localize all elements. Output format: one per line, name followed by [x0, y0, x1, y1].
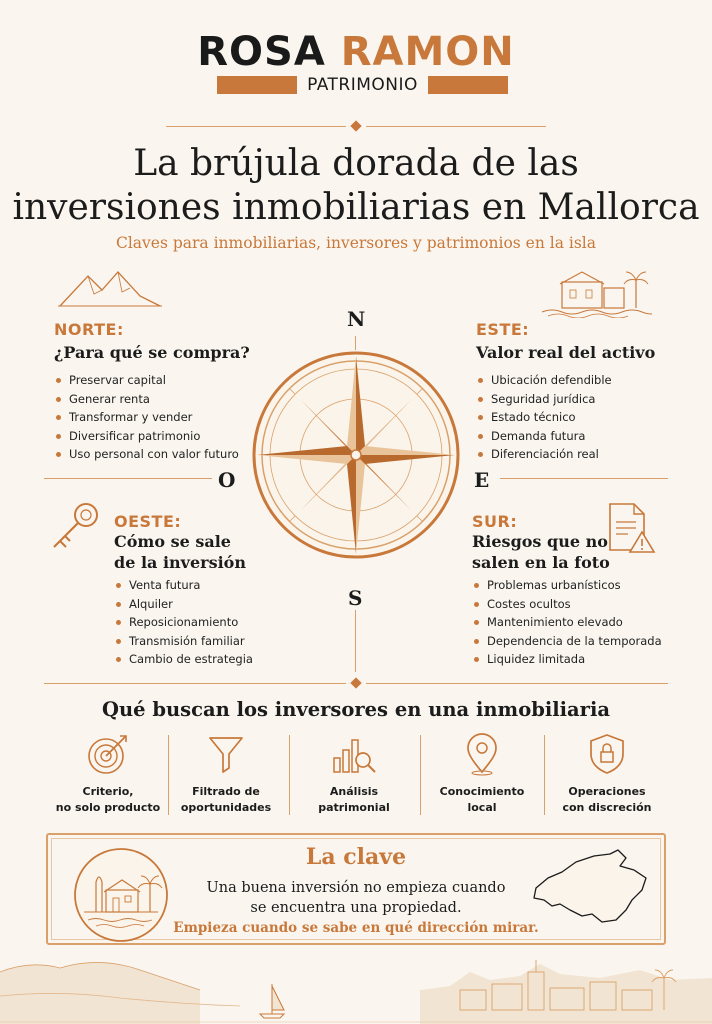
- compass-north-label: N: [347, 307, 366, 331]
- logo-word-ramon: RAMON: [340, 29, 515, 75]
- compass-west-label: O: [218, 468, 236, 492]
- logo-bar-left: [217, 76, 297, 94]
- title-line-2: inversiones inmobiliarias en Mallorca: [12, 187, 700, 228]
- compass-rose-icon: [251, 350, 461, 560]
- compass-axis-left: [44, 478, 212, 479]
- list-item: Estado técnico: [476, 408, 612, 427]
- list-item: Alquiler: [114, 595, 253, 614]
- location-pin-icon: [460, 732, 504, 776]
- feature-conocimiento: [422, 732, 542, 816]
- feature-operaciones: [547, 732, 667, 816]
- shield-lock-icon: [585, 732, 629, 776]
- feature-label: [547, 784, 667, 816]
- este-heading: ESTE:: [476, 320, 530, 339]
- feature-label-line: oportunidades: [180, 801, 272, 814]
- divider-diamond: [350, 677, 361, 688]
- feature-analisis: [294, 732, 414, 816]
- villa-medallion-icon: [72, 846, 170, 944]
- list-item: Reposicionamiento: [114, 613, 253, 632]
- feature-label: [166, 784, 286, 816]
- list-item: Liquidez limitada: [472, 650, 662, 669]
- compass-axis-top: [355, 336, 356, 350]
- feature-filtrado: [166, 732, 286, 816]
- feature-label: [422, 784, 542, 816]
- divider: [366, 126, 546, 127]
- list-item: Dependencia de la temporada: [472, 632, 662, 651]
- oeste-subheading: [114, 531, 246, 573]
- chart-magnifier-icon: [330, 732, 378, 776]
- title-line-1: La brújula dorada de las: [133, 143, 579, 184]
- list-item: Transformar y vender: [54, 408, 239, 427]
- list-item: Seguridad jurídica: [476, 390, 612, 409]
- list-item: Venta futura: [114, 576, 253, 595]
- feature-label-line: local: [467, 801, 497, 814]
- compass-south-label: S: [348, 586, 363, 610]
- feature-criterio: [48, 732, 168, 816]
- page-title: [0, 142, 712, 230]
- feature-label-line: con discreción: [562, 801, 652, 814]
- clave-title: La clave: [305, 844, 407, 870]
- divider: [44, 683, 346, 684]
- feature-divider: [544, 735, 545, 815]
- clave-text-line: Una buena inversión no empieza cuando: [206, 880, 506, 896]
- list-item: Cambio de estrategia: [114, 650, 253, 669]
- feature-label-line: patrimonial: [318, 801, 390, 814]
- investors-title: Qué buscan los inversores en una inmobiliaria: [101, 698, 611, 721]
- feature-divider: [289, 735, 290, 815]
- logo-bar-right: [428, 76, 508, 94]
- clave-accent: Empieza cuando se sabe en qué dirección mirar.: [173, 920, 539, 936]
- divider-diamond: [350, 120, 361, 131]
- funnel-icon: [204, 732, 248, 776]
- list-item: Diferenciación real: [476, 445, 612, 464]
- list-item: Transmisión familiar: [114, 632, 253, 651]
- oeste-list: [114, 576, 253, 669]
- feature-label-line: Análisis: [329, 785, 379, 798]
- divider: [366, 683, 668, 684]
- feature-label-line: Operaciones: [568, 785, 646, 798]
- logo-subtitle: PATRIMONIO: [307, 75, 418, 95]
- feature-label-line: no solo producto: [55, 801, 161, 814]
- feature-label: [48, 784, 168, 816]
- compass-east-label: E: [474, 468, 490, 492]
- oeste-heading: OESTE:: [114, 512, 182, 531]
- page-subtitle: Claves para inmobiliarias, inversores y patrimonios en la isla: [115, 234, 596, 252]
- divider: [166, 126, 346, 127]
- norte-subheading: ¿Para qué se compra?: [54, 343, 250, 362]
- list-item: Preservar capital: [54, 371, 239, 390]
- feature-label: [294, 784, 414, 816]
- mallorca-map-icon: [522, 848, 652, 932]
- logo-word-rosa: ROSA: [197, 29, 326, 75]
- sur-heading: SUR:: [472, 512, 518, 531]
- feature-label-line: Filtrado de: [192, 785, 260, 798]
- norte-list: [54, 371, 239, 464]
- feature-label-line: Criterio,: [82, 785, 134, 798]
- sur-subheading-line-2: salen en la foto: [472, 553, 610, 572]
- target-icon: [86, 732, 130, 776]
- brand-logo: [0, 30, 712, 74]
- document-warning-icon: [606, 502, 656, 556]
- sur-subheading: [472, 531, 610, 573]
- compass-axis-bottom: [355, 610, 356, 672]
- norte-heading: NORTE:: [54, 320, 124, 339]
- oeste-subheading-line-2: de la inversión: [114, 553, 246, 572]
- list-item: Ubicación defendible: [476, 371, 612, 390]
- feature-label-line: Conocimiento: [439, 785, 525, 798]
- villa-icon: [540, 268, 652, 318]
- sur-list: [472, 576, 662, 669]
- feature-divider: [420, 735, 421, 815]
- list-item: Uso personal con valor futuro: [54, 445, 239, 464]
- este-subheading: Valor real del activo: [476, 343, 656, 362]
- clave-text: [170, 878, 542, 918]
- list-item: Generar renta: [54, 390, 239, 409]
- list-item: Mantenimiento elevado: [472, 613, 662, 632]
- mountains-icon: [58, 268, 162, 310]
- oeste-subheading-line-1: Cómo se sale: [114, 532, 231, 551]
- clave-text-line: se encuentra una propiedad.: [250, 900, 462, 916]
- list-item: Demanda futura: [476, 427, 612, 446]
- sur-subheading-line-1: Riesgos que no: [472, 532, 608, 551]
- list-item: Diversificar patrimonio: [54, 427, 239, 446]
- list-item: Problemas urbanísticos: [472, 576, 662, 595]
- compass-axis-right: [500, 478, 668, 479]
- este-list: [476, 371, 612, 464]
- list-item: Costes ocultos: [472, 595, 662, 614]
- coastline-illustration: [0, 950, 712, 1024]
- key-icon: [48, 500, 102, 554]
